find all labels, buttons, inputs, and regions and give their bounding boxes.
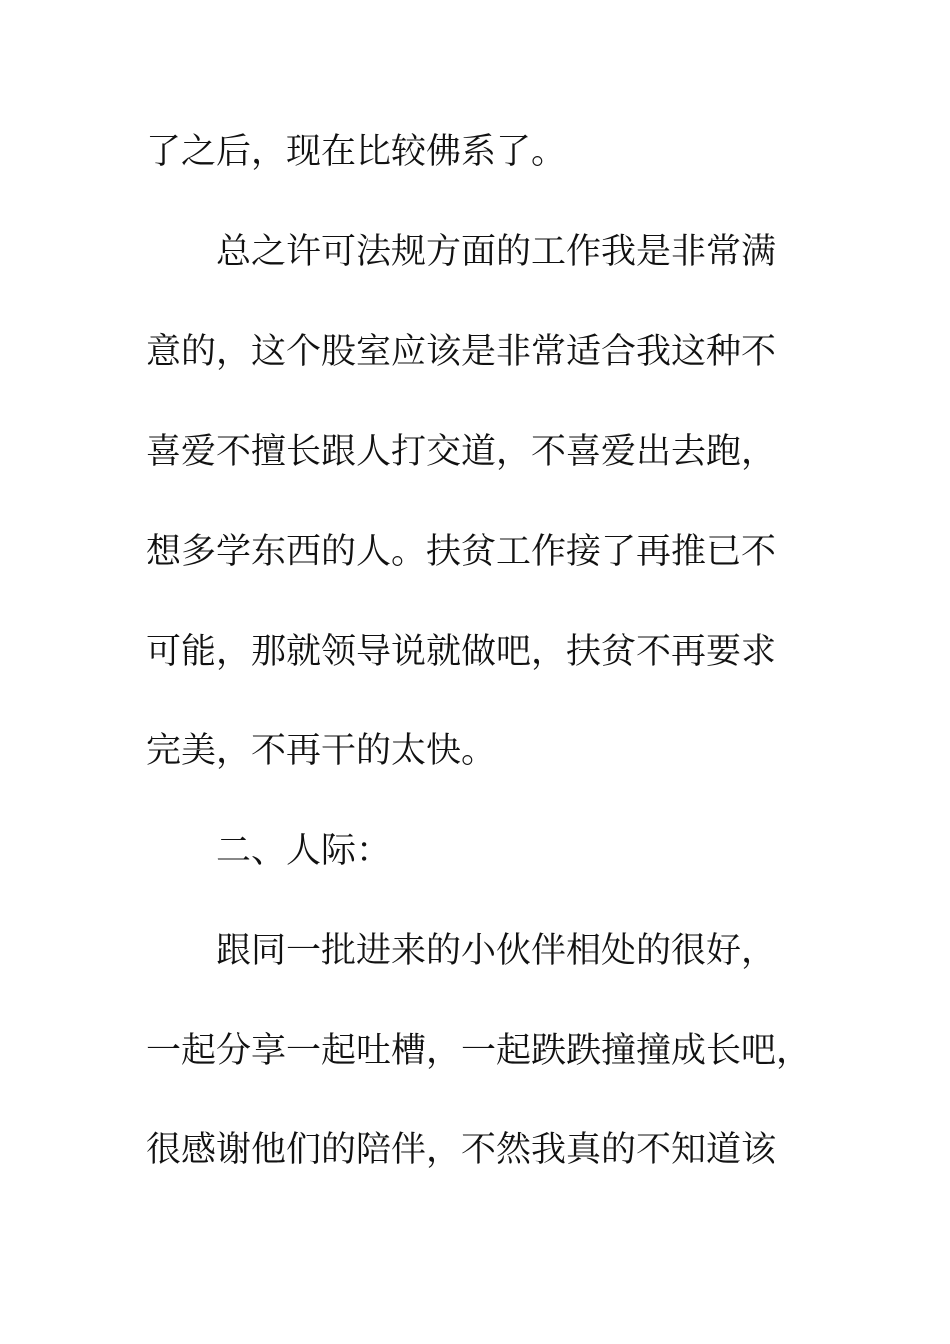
text-line: 一起分享一起吐槽，一起跌跌撞撞成长吧， (146, 1031, 812, 1071)
text-line: 意的，这个股室应该是非常适合我这种不 (146, 332, 777, 372)
paragraph-first-line: 总之许可法规方面的工作我是非常满 (216, 232, 777, 272)
text-line: 了之后，现在比较佛系了。 (146, 132, 567, 172)
section-heading: 二、人际： (216, 831, 392, 871)
text-line: 喜爱不擅长跟人打交道，不喜爱出去跑， (146, 432, 777, 472)
text-line: 完美，不再干的太快。 (146, 731, 497, 771)
paragraph-first-line: 跟同一批进来的小伙伴相处的很好， (216, 931, 777, 971)
text-line: 想多学东西的人。扶贫工作接了再推已不 (146, 532, 777, 572)
text-line: 很感谢他们的陪伴，不然我真的不知道该 (146, 1130, 777, 1170)
text-line: 可能，那就领导说就做吧，扶贫不再要求 (146, 632, 777, 672)
